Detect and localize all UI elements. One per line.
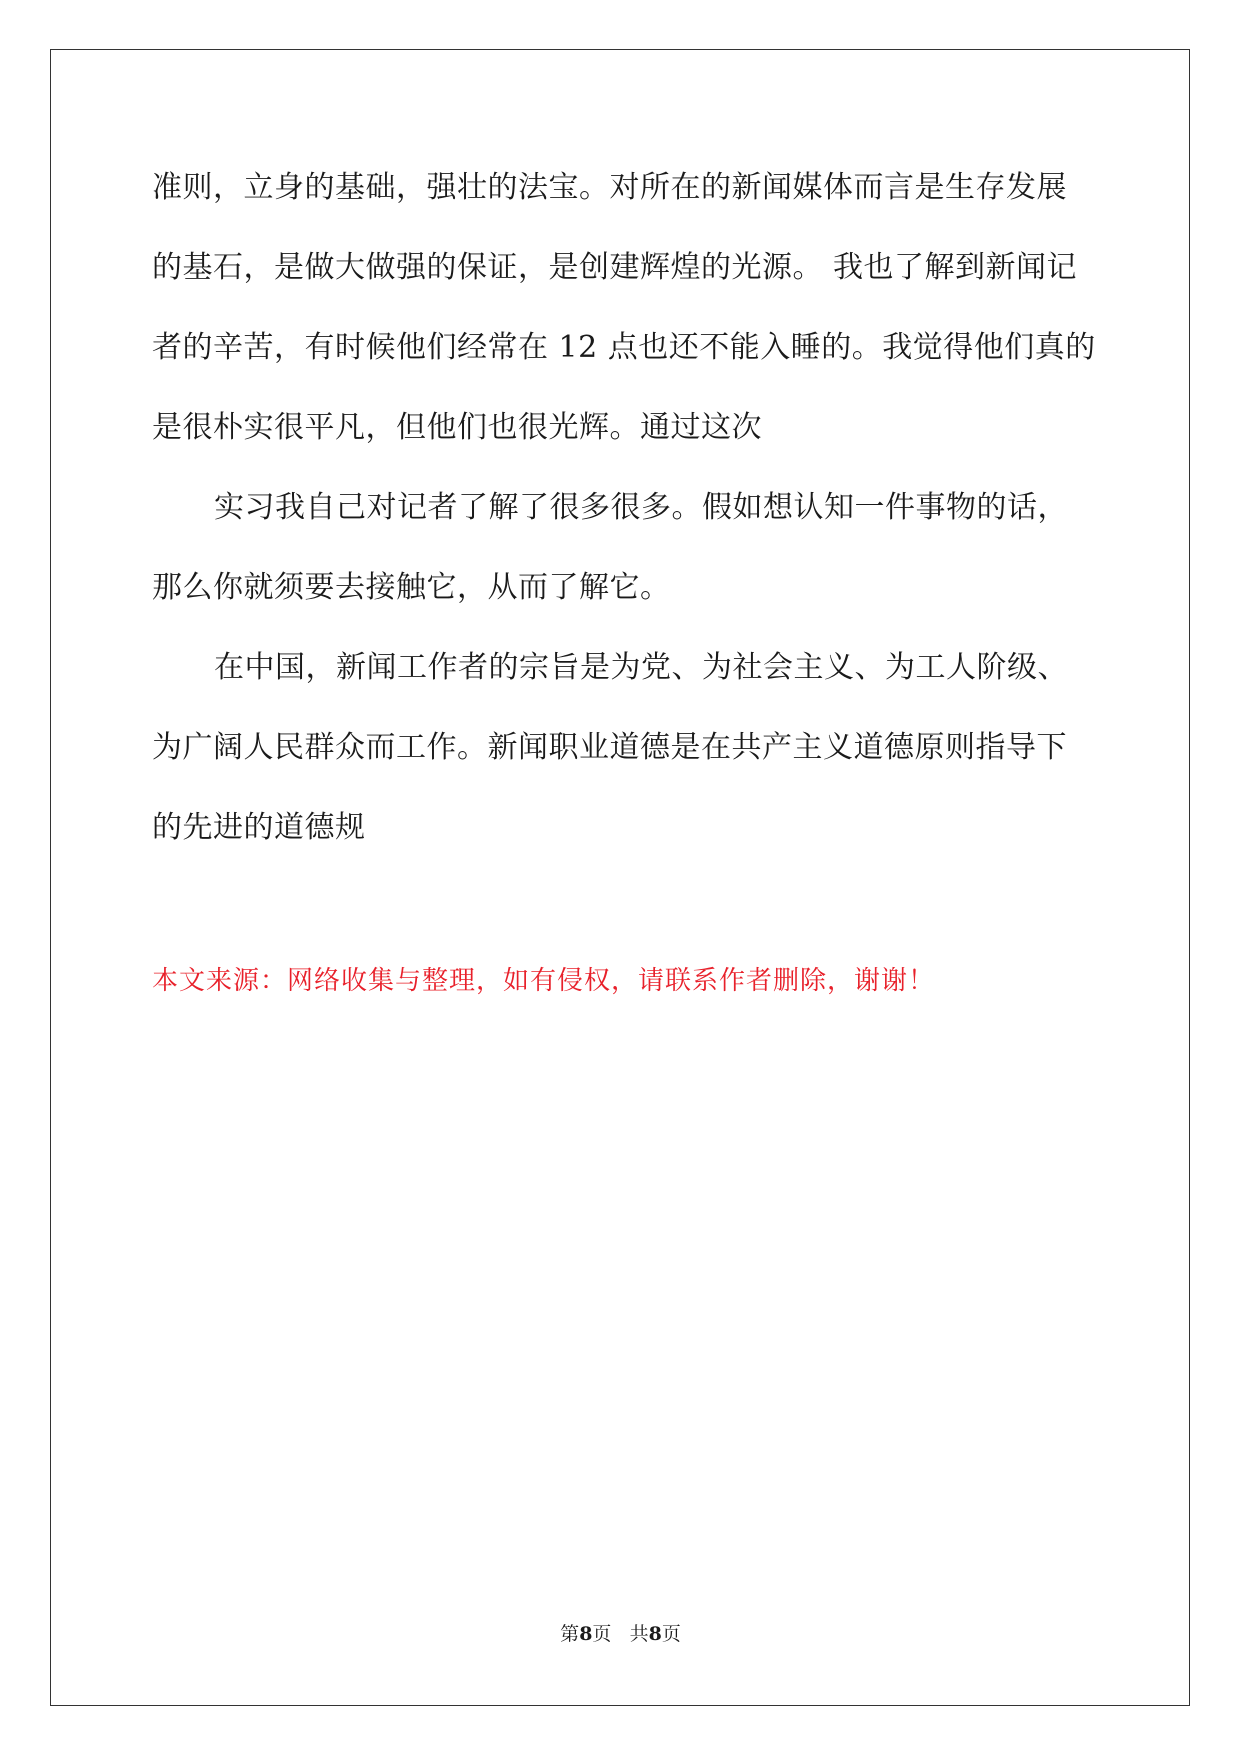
page-border [50, 49, 1190, 1706]
current-page-number: 8 [579, 1623, 593, 1645]
body-line: 实习我自己对记者了解了很多很多。假如想认知一件事物的话， [214, 490, 1068, 525]
page-number-footer [0, 1622, 1241, 1646]
body-line: 在中国，新闻工作者的宗旨是为党、为社会主义、为工人阶级、 [214, 650, 1068, 685]
body-line: 的先进的道德规 [152, 810, 366, 845]
body-line: 为广阔人民群众而工作。新闻职业道德是在共产主义道德原则指导下 [152, 730, 1067, 765]
page-unit: 页 [592, 1623, 612, 1645]
page-prefix: 第 [560, 1623, 580, 1645]
body-line: 那么你就须要去接触它，从而了解它。 [152, 570, 671, 605]
body-line: 准则，立身的基础，强壮的法宝。对所在的新闻媒体而言是生存发展 [152, 170, 1067, 205]
total-prefix: 共 [629, 1623, 649, 1645]
total-unit: 页 [661, 1623, 681, 1645]
body-line: 的基石，是做大做强的保证，是创建辉煌的光源。 我也了解到新闻记 [152, 250, 1078, 285]
body-line: 是很朴实很平凡，但他们也很光辉。通过这次 [152, 410, 762, 445]
body-line: 者的辛苦，有时候他们经常在 12 点也还不能入睡的。我觉得他们真的 [152, 330, 1096, 365]
source-disclaimer: 本文来源：网络收集与整理，如有侵权，请联系作者删除，谢谢！ [152, 966, 936, 996]
total-page-number: 8 [648, 1623, 662, 1645]
